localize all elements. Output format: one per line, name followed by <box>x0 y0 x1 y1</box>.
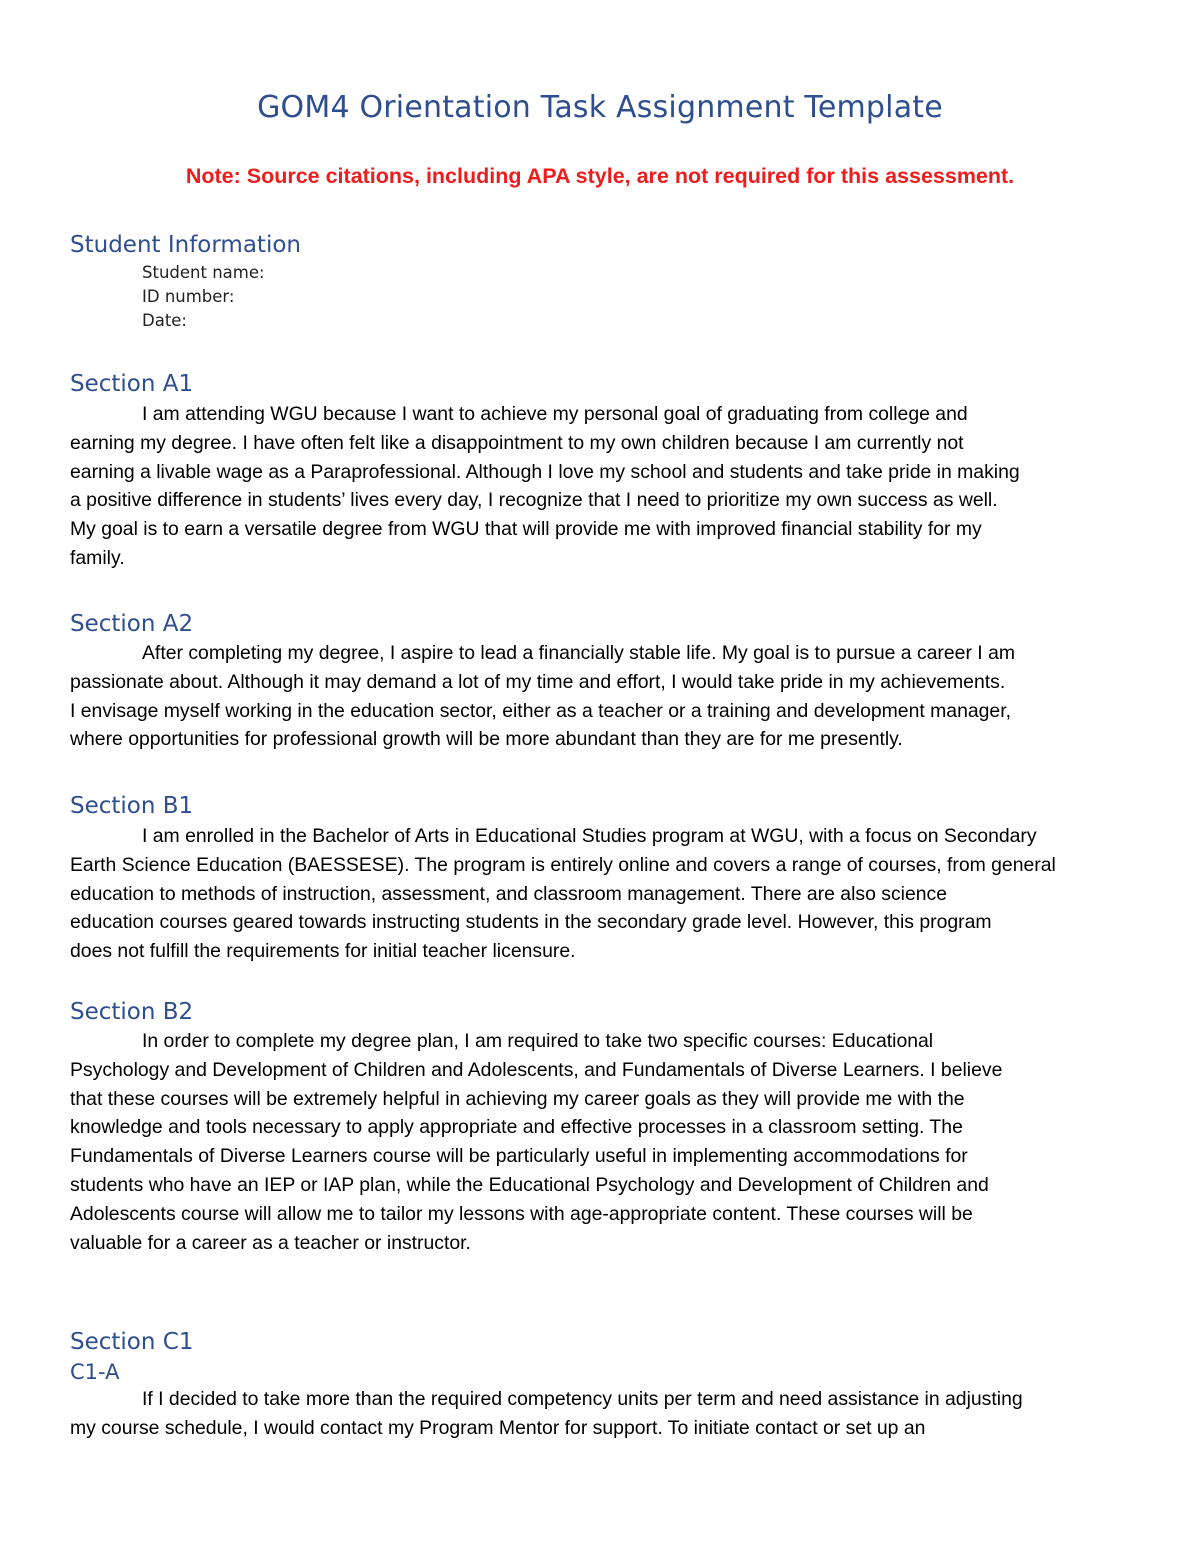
section-c1-paragraph <box>70 1385 1150 1443</box>
paragraph-line: where opportunities for professional growth will be more abundant than they are for me presently. <box>70 728 903 751</box>
paragraph-line: I am enrolled in the Bachelor of Arts in Educational Studies program at WGU, with a focus on Secondary <box>142 825 1037 847</box>
section-a2-paragraph <box>70 639 1150 754</box>
section-b1-paragraph <box>70 822 1150 966</box>
paragraph-line: students who have an IEP or IAP plan, while the Educational Psychology and Development of Children and <box>70 1173 989 1196</box>
paragraph-line: a positive difference in students’ lives every day, I recognize that I need to prioritize my own success as well. <box>70 489 998 512</box>
paragraph-line: If I decided to take more than the required competency units per term and need assistance in adjusting <box>142 1388 1023 1410</box>
student-info-heading: Student Information <box>70 232 301 258</box>
paragraph-line: family. <box>70 546 125 569</box>
section-a2-heading: Section A2 <box>70 611 194 637</box>
id-number-label: ID number: <box>142 287 235 306</box>
section-c1-heading: Section C1 <box>70 1329 194 1355</box>
paragraph-line: Fundamentals of Diverse Learners course will be particularly useful in implementing accommodations for <box>70 1145 968 1168</box>
paragraph-line: Earth Science Education (BAESSESE). The program is entirely online and covers a range of courses, from general <box>70 853 1056 876</box>
paragraph-line: earning a livable wage as a Paraprofessional. Although I love my school and students and take pride in making <box>70 460 1020 483</box>
page-title: GOM4 Orientation Task Assignment Template <box>257 90 943 125</box>
paragraph-line: My goal is to earn a versatile degree from WGU that will provide me with improved financial stability for my <box>70 518 982 541</box>
paragraph-line: earning my degree. I have often felt like a disappointment to my own children because I am currently not <box>70 431 964 454</box>
paragraph-line: education to methods of instruction, assessment, and classroom management. There are also science <box>70 882 947 905</box>
paragraph-line: Adolescents course will allow me to tailor my lessons with age-appropriate content. These courses will be <box>70 1202 973 1225</box>
paragraph-line: Psychology and Development of Children and Adolescents, and Fundamentals of Diverse Learners. I believe <box>70 1058 1003 1081</box>
paragraph-line: valuable for a career as a teacher or instructor. <box>70 1231 471 1254</box>
section-c1a-subheading: C1-A <box>70 1360 120 1384</box>
paragraph-line: After completing my degree, I aspire to lead a financially stable life. My goal is to pursue a career I am <box>142 642 1016 664</box>
student-name-label: Student name: <box>142 263 265 282</box>
paragraph-line: passionate about. Although it may demand a lot of my time and effort, I would take pride in my achievements. <box>70 670 1006 693</box>
section-b1-heading: Section B1 <box>70 793 194 819</box>
paragraph-line: I envisage myself working in the education sector, either as a teacher or a training and development manager, <box>70 699 1011 722</box>
paragraph-line: knowledge and tools necessary to apply appropriate and effective processes in a classroom setting. The <box>70 1116 963 1139</box>
student-info-block <box>142 261 265 333</box>
date-label: Date: <box>142 311 187 330</box>
paragraph-line: I am attending WGU because I want to achieve my personal goal of graduating from college and <box>142 403 968 425</box>
section-b2-paragraph <box>70 1027 1150 1257</box>
section-b2-heading: Section B2 <box>70 999 194 1025</box>
section-a1-paragraph <box>70 400 1150 573</box>
paragraph-line: that these courses will be extremely helpful in achieving my career goals as they will provide me with the <box>70 1087 965 1110</box>
section-a1-heading: Section A1 <box>70 371 194 397</box>
note-text: Note: Source citations, including APA style, are not required for this assessment. <box>185 164 1015 188</box>
paragraph-line: does not fulfill the requirements for initial teacher licensure. <box>70 940 576 963</box>
paragraph-line: my course schedule, I would contact my Program Mentor for support. To initiate contact or set up an <box>70 1416 926 1439</box>
paragraph-line: education courses geared towards instructing students in the secondary grade level. However, this program <box>70 911 992 934</box>
paragraph-line: In order to complete my degree plan, I am required to take two specific courses: Educational <box>142 1030 934 1052</box>
